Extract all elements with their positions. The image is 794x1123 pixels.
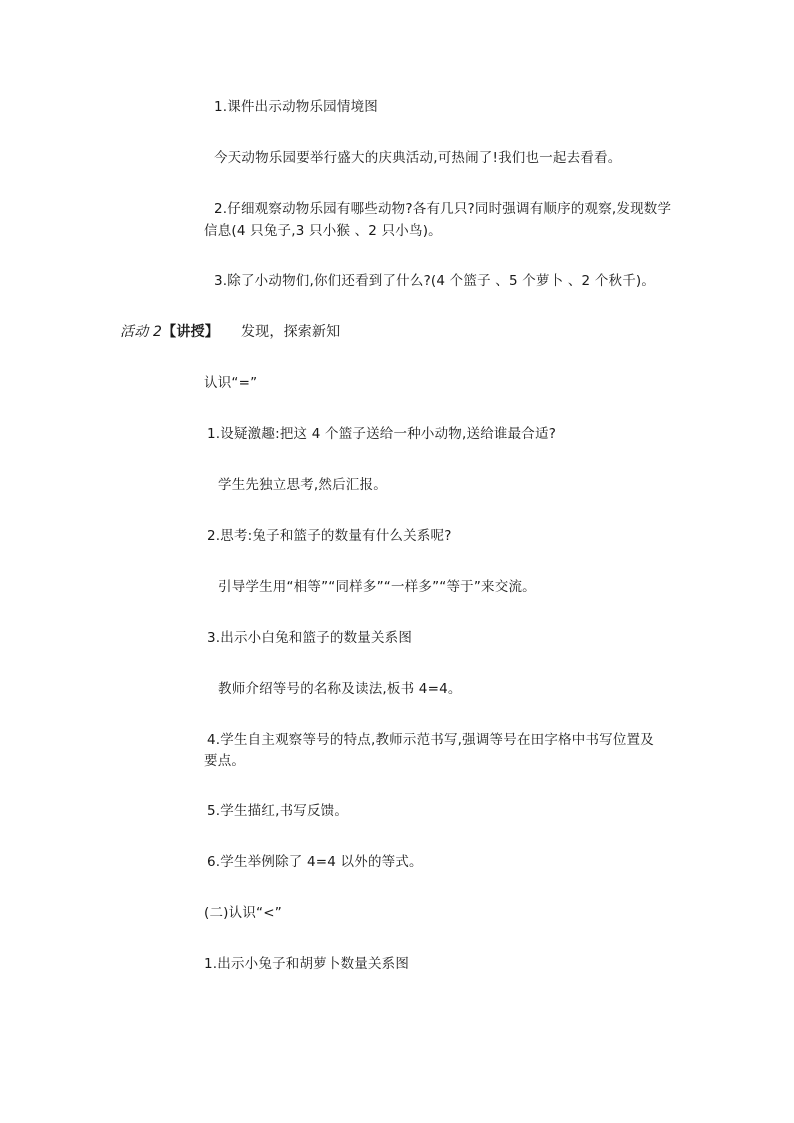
- activity-2-tag: 【讲授】: [162, 324, 219, 340]
- section-equal-heading: 认识“=”: [204, 375, 258, 391]
- equal-step-2: 2.思考:兔子和篮子的数量有什么关系呢?: [207, 528, 452, 544]
- equal-step-5: 5.学生描红,书写反馈。: [207, 803, 349, 819]
- equal-step-1: 1.设疑激趣:把这 4 个篮子送给一种小动物,送给谁最合适?: [207, 426, 557, 442]
- equal-step-2-note: 引导学生用“相等”“同样多”“一样多”“等于”来交流。: [218, 579, 536, 595]
- intro-item-1: 1.课件出示动物乐园情境图: [214, 99, 378, 115]
- less-step-1: 1.出示小兔子和胡萝卜数量关系图: [204, 956, 410, 972]
- equal-step-4-line-2: 要点。: [204, 753, 246, 769]
- equal-step-6: 6.学生举例除了 4=4 以外的等式。: [207, 854, 423, 870]
- activity-2-title: 发现，探索新知: [240, 324, 341, 340]
- intro-item-2-line-2: 信息(4 只兔子,3 只小猴 、2 只小鸟)。: [204, 223, 442, 239]
- equal-step-1-note: 学生先独立思考,然后汇报。: [218, 477, 387, 493]
- equal-step-3: 3.出示小白兔和篮子的数量关系图: [207, 630, 413, 646]
- equal-step-3-note: 教师介绍等号的名称及读法,板书 4=4。: [218, 681, 462, 697]
- equal-step-4-line-1: 4.学生自主观察等号的特点,教师示范书写,强调等号在田字格中书写位置及: [207, 732, 654, 748]
- activity-2-heading: [120, 321, 340, 344]
- activity-2-label: 活动 2: [120, 324, 163, 340]
- intro-item-2-line-1: 2.仔细观察动物乐园有哪些动物?各有几只?同时强调有顺序的观察,发现数学: [214, 201, 672, 217]
- section-less-heading: (二)认识“<”: [204, 905, 282, 921]
- intro-narrative: 今天动物乐园要举行盛大的庆典活动,可热闹了!我们也一起去看看。: [214, 150, 622, 166]
- intro-item-3: 3.除了小动物们,你们还看到了什么?(4 个篮子 、5 个萝卜 、2 个秋千)。: [214, 273, 656, 289]
